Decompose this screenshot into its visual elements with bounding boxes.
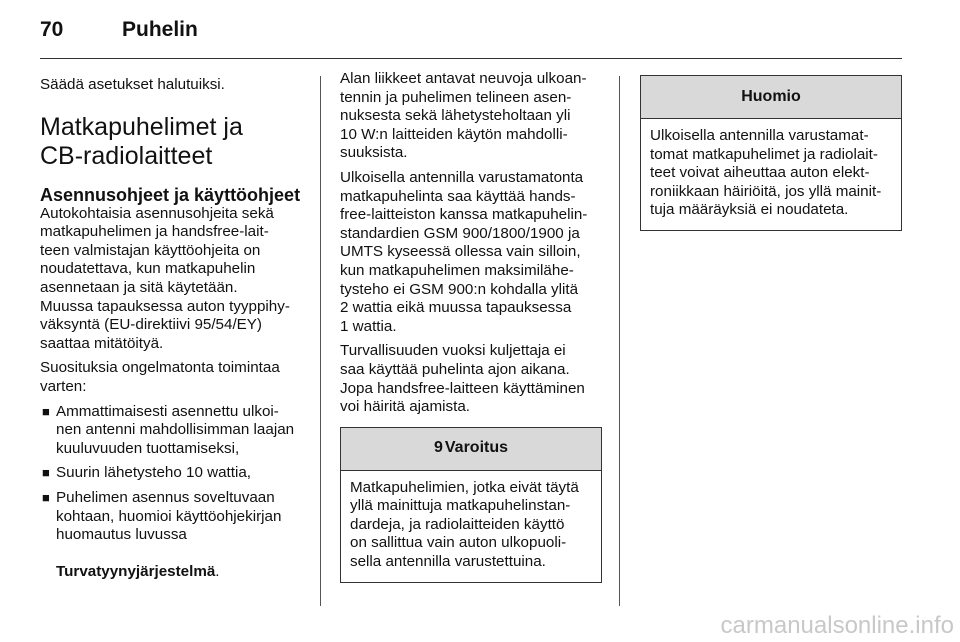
page-number: 70 (40, 18, 64, 41)
warning-header (341, 428, 601, 471)
column-middle (340, 70, 604, 583)
recommendations-list (40, 403, 310, 582)
column-left (40, 70, 310, 588)
recommendations-intro: Suosituksia ongelmatonta toimintaa varten: (40, 359, 280, 395)
header-divider (40, 58, 902, 59)
note-header (641, 76, 901, 119)
bullet-icon: ■ (42, 403, 50, 419)
watermark: carmanualsonline.info (720, 612, 954, 639)
warning-icon: 9 (433, 439, 443, 457)
page-title: Puhelin (122, 18, 198, 41)
gsm-standards-paragraph: Ulkoisella antennilla varustamatonta matkapuhelinta saa käyttää hands- free-laitteiston kanssa matkapuhelin- standardien GSM 900/1800/1900 ja UMTS kyseessä ollessa vain silloin, kun matkapuhelimen maksimilähe- tysteho ei GSM 900:n kohdalla ylitä 2 wattia eikä muussa tapauksessa 1 wattia. (340, 168, 588, 335)
lead-text: Säädä asetukset halutuiksi. (40, 76, 225, 93)
list-item: ■ Puhelimen asennus soveltuvaan kohtaan, huomioi käyttöohjekirjan huomautus luvussa Turvatyynyjärjestelmä. (42, 488, 282, 581)
warning-box (340, 427, 602, 583)
column-right (640, 75, 902, 231)
note-box (640, 75, 902, 231)
bullet-icon: ■ (42, 465, 50, 481)
driving-safety-paragraph: Turvallisuuden vuoksi kuljettaja ei saa käyttää puhelinta ajon aikana. Jopa handsfree-laitteen käyttäminen voi häiritä ajamista. (340, 342, 585, 416)
column-divider-1 (320, 76, 321, 606)
warning-body: Matkapuhelimien, jotka eivät täytä yllä mainittuja matkapuhelinstan- dardeja, ja radiolaitteiden käyttö on sallittua vain auton ulkopuoli- sella antennilla varustettuina. (350, 478, 579, 571)
install-paragraph: Autokohtaisia asennusohjeita sekä matkapuhelimen ja handsfree-lait- teen valmistajan käyttöohjeita on noudatettava, kun matkapuhelin asennetaan ja sitä käytetään. Muussa tapauksessa auton tyyppihy- väksyntä (EU-direktiivi 95/54/EY) saattaa mitätöityä. (40, 204, 290, 352)
warning-title: Varoitus (444, 439, 509, 457)
page-header (40, 18, 902, 58)
bullet-icon: ■ (42, 489, 50, 505)
list-item: ■ Suurin lähetysteho 10 wattia, (42, 464, 252, 482)
airbag-reference-link[interactable]: Turvatyynyjärjestelmä (56, 563, 216, 581)
section-title: Matkapuhelimet ja CB-radiolaitteet (40, 112, 243, 170)
column-divider-2 (619, 76, 620, 606)
note-body: Ulkoisella antennilla varustamat- tomat matkapuhelimet ja radiolait- teet voivat aiheuttaa auton elekt- roniikkaan häiriöitä, jos yllä mainit- tuja määräyksiä ei noudateta. (650, 127, 882, 219)
note-title: Huomio (741, 87, 801, 105)
subsection-title: Asennusohjeet ja käyttöohjeet (40, 184, 301, 205)
antenna-advice-paragraph: Alan liikkeet antavat neuvoja ulkoan- tennin ja puhelimen telineen asen- nuksesta sekä lähetysteholtaan yli 10 W:n laitteiden käytön mahdolli- suuksista. (340, 70, 587, 162)
list-item: ■ Ammattimaisesti asennettu ulkoi- nen antenni mahdollisimman laajan kuuluvuuden tuottamiseksi, (42, 402, 295, 457)
